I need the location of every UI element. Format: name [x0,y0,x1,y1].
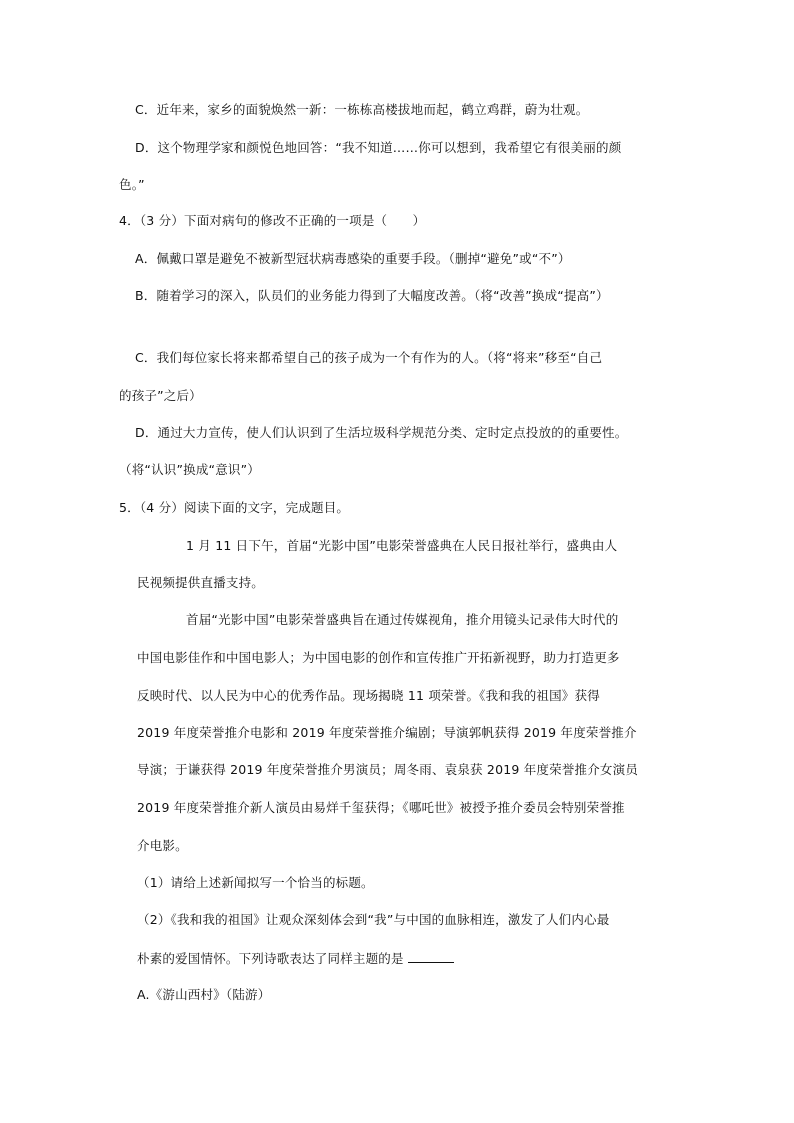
q5-sub2-line2-text: 朴素的爱国情怀。下列诗歌表达了同样主题的是 [137,951,404,966]
passage-line: 首届“光影中国”电影荣誉盛典旨在通过传媒视角，推介用镜头记录伟大时代的 [186,612,619,627]
q4-option-c-line1: C．我们每位家长将来都希望自己的孩子成为一个有作为的人。（将“将来”移至“自己 [135,350,603,365]
q4-option-c-line2: 的孩子”之后） [119,388,202,403]
q4-option-d-line1: D．通过大力宣传，使人们认识到了生活垃圾科学规范分类、定时定点投放的的重要性。 [135,425,628,440]
q3-option-d-line1: D．这个物理学家和颜悦色地回答：“我不知道……你可以想到，我希望它有很美丽的颜 [135,140,622,155]
q4-stem: 4．（3 分）下面对病句的修改不正确的一项是（ ） [119,213,426,228]
q4-option-d-line2: （将“认识”换成“意识”） [119,462,261,477]
passage-line: 1 月 11 日下午，首届“光影中国”电影荣誉盛典在人民日报社举行，盛典由人 [186,538,618,553]
answer-blank[interactable] [408,950,454,963]
q4-option-b: B．随着学习的深入，队员们的业务能力得到了大幅度改善。（将“改善”换成“提高”） [135,288,609,303]
passage-line: 反映时代、以人民为中心的优秀作品。现场揭晓 11 项荣誉。《我和我的祖国》获得 [137,688,600,703]
q5-sub2-line1: （2）《我和我的祖国》让观众深刻体会到“我”与中国的血脉相连，激发了人们内心最 [137,912,610,927]
passage-line: 民视频提供直播支持。 [137,575,265,590]
q5-sub2-option-a: A.《游山西村》（陆游） [137,987,271,1002]
passage-line: 2019 年度荣誉推介新人演员由易烊千玺获得；《哪吒世》被授予推介委员会特别荣誉推 [137,800,625,815]
q5-stem: 5．（4 分）阅读下面的文字，完成题目。 [119,500,350,515]
passage-line: 介电影。 [137,838,188,853]
passage-line: 2019 年度荣誉推介电影和 2019 年度荣誉推介编剧；导演郭帆获得 2019 年度荣誉推介 [137,725,637,740]
passage-line: 导演；于谦获得 2019 年度荣誉推介男演员；周冬雨、袁泉获 2019 年度荣誉推介女演员 [137,762,639,777]
q3-option-d-line2: 色。” [119,177,145,192]
q5-sub2-line2 [137,950,454,967]
passage-line: 中国电影佳作和中国电影人；为中国电影的创作和宣传推广开拓新视野，助力打造更多 [137,650,620,665]
q3-option-c: C．近年来，家乡的面貌焕然一新：一栋栋高楼拔地而起，鹤立鸡群，蔚为壮观。 [135,102,589,117]
q4-option-a: A．佩戴口罩是避免不被新型冠状病毒感染的重要手段。（删掉“避免”或“不”） [135,251,571,266]
q5-sub1: （1）请给上述新闻拟写一个恰当的标题。 [137,875,374,890]
